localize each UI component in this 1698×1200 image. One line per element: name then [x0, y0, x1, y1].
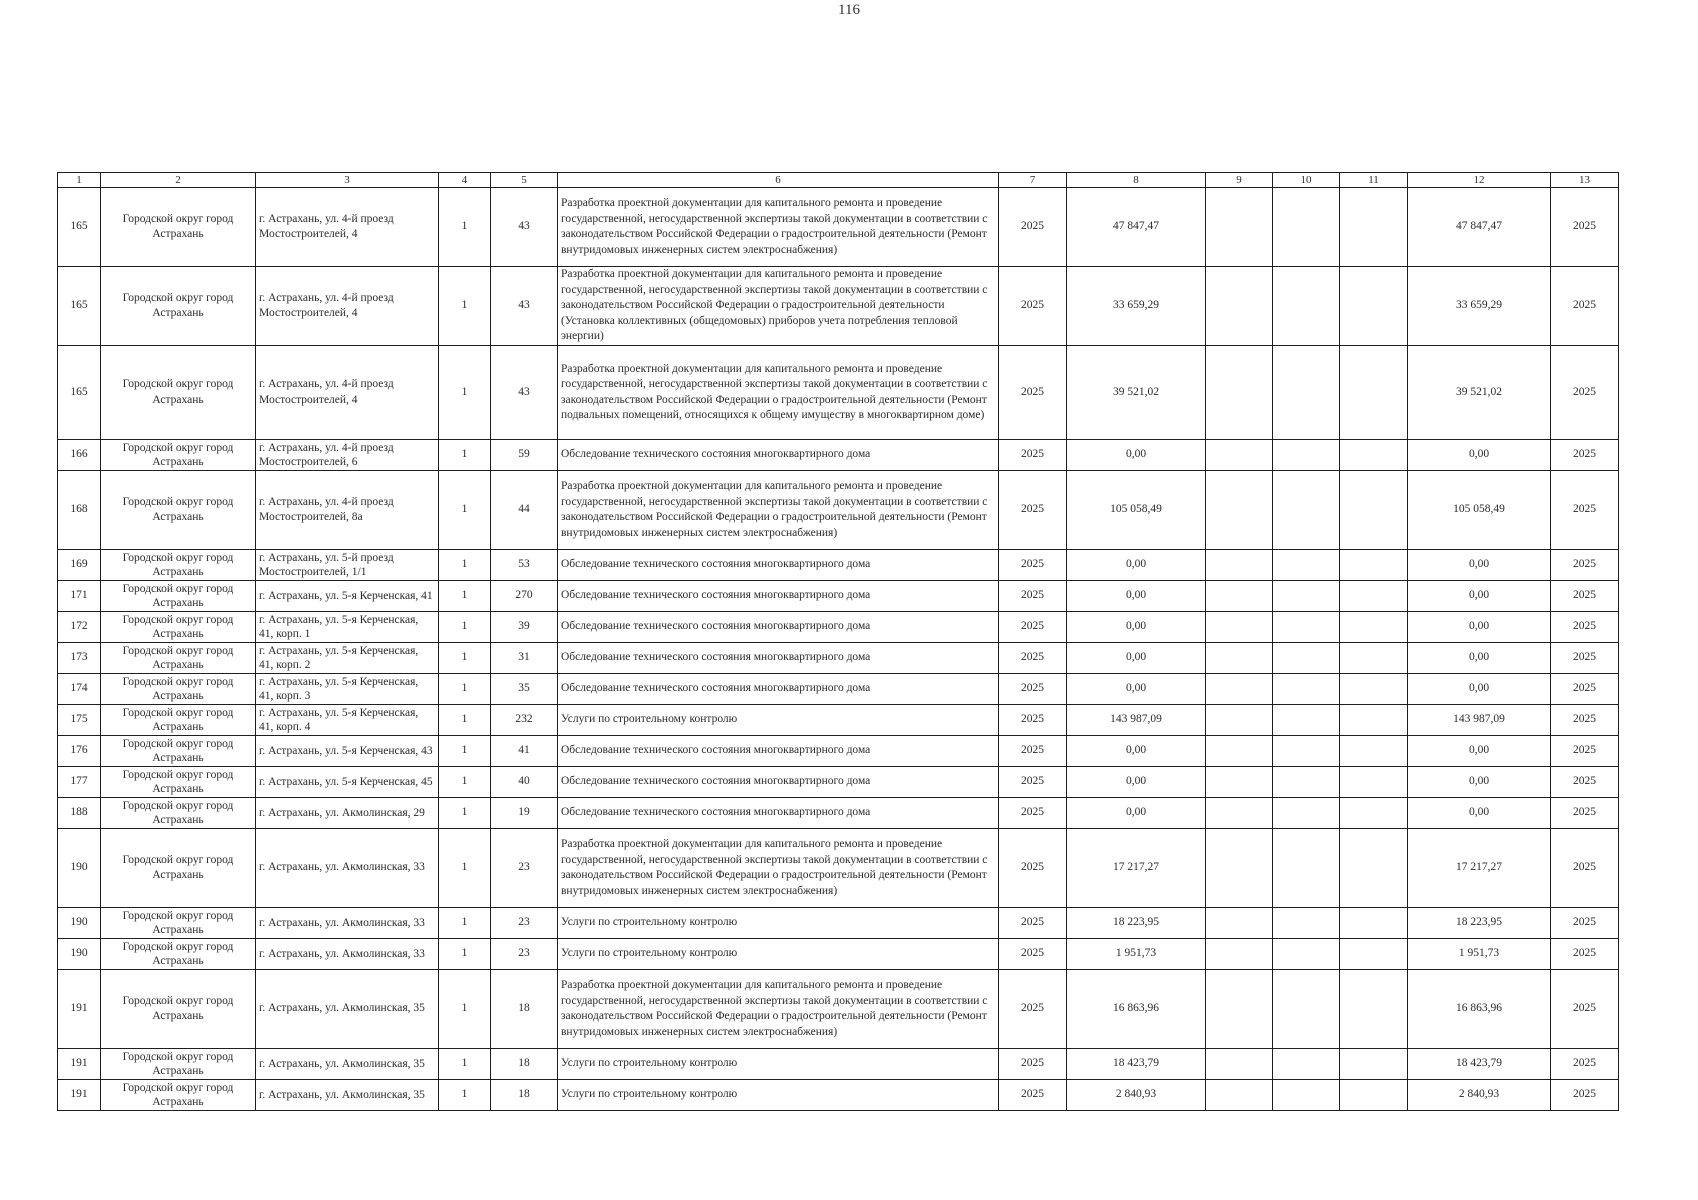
- total-cell: 18 423,79: [1408, 1049, 1551, 1080]
- address-cell: г. Астрахань, ул. 5-я Керченская, 43: [256, 736, 439, 767]
- end-year-cell: 2025: [1551, 705, 1619, 736]
- table-row: [58, 939, 1619, 970]
- amount-cell: 17 217,27: [1067, 829, 1206, 908]
- col4-cell: 1: [439, 970, 491, 1049]
- address-cell: г. Астрахань, ул. Акмолинская, 33: [256, 939, 439, 970]
- col4-cell: 1: [439, 346, 491, 440]
- end-year-cell: 2025: [1551, 908, 1619, 939]
- address-cell: г. Астрахань, ул. 4-й проезд Мостостроителей, 8а: [256, 471, 439, 550]
- col9-cell: [1206, 908, 1273, 939]
- col5-cell: 23: [491, 829, 558, 908]
- col5-cell: 23: [491, 939, 558, 970]
- amount-cell: 0,00: [1067, 440, 1206, 471]
- total-cell: 0,00: [1408, 440, 1551, 471]
- column-header: 13: [1551, 173, 1619, 188]
- col5-cell: 23: [491, 908, 558, 939]
- col4-cell: 1: [439, 705, 491, 736]
- col5-cell: 232: [491, 705, 558, 736]
- column-header: 10: [1273, 173, 1340, 188]
- col10-cell: [1273, 829, 1340, 908]
- year-cell: 2025: [999, 767, 1067, 798]
- amount-cell: 2 840,93: [1067, 1080, 1206, 1111]
- work-type-cell: Услуги по строительному контролю: [558, 1080, 999, 1111]
- col4-cell: 1: [439, 908, 491, 939]
- col11-cell: [1340, 939, 1408, 970]
- total-cell: 1 951,73: [1408, 939, 1551, 970]
- municipality-cell: Городской округ город Астрахань: [101, 1049, 256, 1080]
- year-cell: 2025: [999, 346, 1067, 440]
- row-number: 175: [58, 705, 101, 736]
- col10-cell: [1273, 1080, 1340, 1111]
- work-type-cell: Обследование технического состояния многоквартирного дома: [558, 643, 999, 674]
- total-cell: 33 659,29: [1408, 267, 1551, 346]
- col4-cell: 1: [439, 550, 491, 581]
- col9-cell: [1206, 581, 1273, 612]
- col11-cell: [1340, 440, 1408, 471]
- col10-cell: [1273, 908, 1340, 939]
- total-cell: 16 863,96: [1408, 970, 1551, 1049]
- municipality-cell: Городской округ город Астрахань: [101, 674, 256, 705]
- work-type-cell: Обследование технического состояния многоквартирного дома: [558, 581, 999, 612]
- row-number: 176: [58, 736, 101, 767]
- col10-cell: [1273, 1049, 1340, 1080]
- work-type-cell: Разработка проектной документации для капитального ремонта и проведение государственной, негосударственной экспертизы такой документации в соответствии с законодательством Российской Федерации о градостроительной деятельности (Ремонт внутридомовых инженерных систем электроснабжения): [558, 970, 999, 1049]
- col11-cell: [1340, 267, 1408, 346]
- work-type-cell: Разработка проектной документации для капитального ремонта и проведение государственной, негосударственной экспертизы такой документации в соответствии с законодательством Российской Федерации о градостроительной деятельности (Ремонт внутридомовых инженерных систем электроснабжения): [558, 829, 999, 908]
- col11-cell: [1340, 471, 1408, 550]
- work-type-cell: Услуги по строительному контролю: [558, 705, 999, 736]
- table-row: [58, 1049, 1619, 1080]
- row-number: 177: [58, 767, 101, 798]
- col10-cell: [1273, 798, 1340, 829]
- municipality-cell: Городской округ город Астрахань: [101, 471, 256, 550]
- column-header: 9: [1206, 173, 1273, 188]
- end-year-cell: 2025: [1551, 440, 1619, 471]
- total-cell: 2 840,93: [1408, 1080, 1551, 1111]
- address-cell: г. Астрахань, ул. 5-я Керченская, 41, корп. 2: [256, 643, 439, 674]
- col4-cell: 1: [439, 829, 491, 908]
- end-year-cell: 2025: [1551, 188, 1619, 267]
- row-number: 166: [58, 440, 101, 471]
- col10-cell: [1273, 705, 1340, 736]
- col9-cell: [1206, 188, 1273, 267]
- address-cell: г. Астрахань, ул. Акмолинская, 29: [256, 798, 439, 829]
- table-row: [58, 440, 1619, 471]
- end-year-cell: 2025: [1551, 674, 1619, 705]
- amount-cell: 0,00: [1067, 798, 1206, 829]
- total-cell: 0,00: [1408, 674, 1551, 705]
- col4-cell: 1: [439, 440, 491, 471]
- row-number: 191: [58, 1080, 101, 1111]
- col10-cell: [1273, 939, 1340, 970]
- total-cell: 0,00: [1408, 767, 1551, 798]
- municipality-cell: Городской округ город Астрахань: [101, 267, 256, 346]
- col11-cell: [1340, 736, 1408, 767]
- municipality-cell: Городской округ город Астрахань: [101, 798, 256, 829]
- col10-cell: [1273, 970, 1340, 1049]
- total-cell: 143 987,09: [1408, 705, 1551, 736]
- column-header: 1: [58, 173, 101, 188]
- col5-cell: 43: [491, 188, 558, 267]
- column-header: 8: [1067, 173, 1206, 188]
- amount-cell: 105 058,49: [1067, 471, 1206, 550]
- col4-cell: 1: [439, 643, 491, 674]
- year-cell: 2025: [999, 550, 1067, 581]
- col9-cell: [1206, 798, 1273, 829]
- col5-cell: 59: [491, 440, 558, 471]
- table-row: [58, 829, 1619, 908]
- year-cell: 2025: [999, 188, 1067, 267]
- column-header: 3: [256, 173, 439, 188]
- work-type-cell: Разработка проектной документации для капитального ремонта и проведение государственной, негосударственной экспертизы такой документации в соответствии с законодательством Российской Федерации о градостроительной деятельности (Установка коллективных (общедомовых) приборов учета потребления тепловой энергии): [558, 267, 999, 346]
- table-row: [58, 908, 1619, 939]
- end-year-cell: 2025: [1551, 1080, 1619, 1111]
- col4-cell: 1: [439, 767, 491, 798]
- amount-cell: 0,00: [1067, 736, 1206, 767]
- amount-cell: 47 847,47: [1067, 188, 1206, 267]
- col4-cell: 1: [439, 939, 491, 970]
- municipality-cell: Городской округ город Астрахань: [101, 1080, 256, 1111]
- column-header: 4: [439, 173, 491, 188]
- year-cell: 2025: [999, 471, 1067, 550]
- col5-cell: 44: [491, 471, 558, 550]
- work-type-cell: Услуги по строительному контролю: [558, 1049, 999, 1080]
- work-type-cell: Услуги по строительному контролю: [558, 939, 999, 970]
- col5-cell: 35: [491, 674, 558, 705]
- municipality-cell: Городской округ город Астрахань: [101, 581, 256, 612]
- address-cell: г. Астрахань, ул. 5-я Керченская, 41, корп. 3: [256, 674, 439, 705]
- col9-cell: [1206, 939, 1273, 970]
- col9-cell: [1206, 1049, 1273, 1080]
- col4-cell: 1: [439, 798, 491, 829]
- end-year-cell: 2025: [1551, 643, 1619, 674]
- col11-cell: [1340, 550, 1408, 581]
- address-cell: г. Астрахань, ул. 5-я Керченская, 41, корп. 4: [256, 705, 439, 736]
- end-year-cell: 2025: [1551, 581, 1619, 612]
- col5-cell: 40: [491, 767, 558, 798]
- municipality-cell: Городской округ город Астрахань: [101, 346, 256, 440]
- year-cell: 2025: [999, 939, 1067, 970]
- year-cell: 2025: [999, 1080, 1067, 1111]
- year-cell: 2025: [999, 581, 1067, 612]
- year-cell: 2025: [999, 908, 1067, 939]
- col10-cell: [1273, 471, 1340, 550]
- table-row: [58, 471, 1619, 550]
- address-cell: г. Астрахань, ул. 5-я Керченская, 45: [256, 767, 439, 798]
- row-number: 171: [58, 581, 101, 612]
- total-cell: 39 521,02: [1408, 346, 1551, 440]
- amount-cell: 1 951,73: [1067, 939, 1206, 970]
- col4-cell: 1: [439, 674, 491, 705]
- col5-cell: 19: [491, 798, 558, 829]
- table-row: [58, 550, 1619, 581]
- col4-cell: 1: [439, 188, 491, 267]
- col11-cell: [1340, 188, 1408, 267]
- work-type-cell: Обследование технического состояния многоквартирного дома: [558, 736, 999, 767]
- table-row: [58, 674, 1619, 705]
- amount-cell: 0,00: [1067, 767, 1206, 798]
- column-header: 5: [491, 173, 558, 188]
- col11-cell: [1340, 767, 1408, 798]
- col11-cell: [1340, 829, 1408, 908]
- col9-cell: [1206, 550, 1273, 581]
- col10-cell: [1273, 612, 1340, 643]
- table-row: [58, 643, 1619, 674]
- municipality-cell: Городской округ город Астрахань: [101, 939, 256, 970]
- year-cell: 2025: [999, 674, 1067, 705]
- address-cell: г. Астрахань, ул. 4-й проезд Мостостроителей, 4: [256, 267, 439, 346]
- year-cell: 2025: [999, 440, 1067, 471]
- address-cell: г. Астрахань, ул. Акмолинская, 35: [256, 1080, 439, 1111]
- column-header: 6: [558, 173, 999, 188]
- end-year-cell: 2025: [1551, 612, 1619, 643]
- column-header: 7: [999, 173, 1067, 188]
- table-row: [58, 188, 1619, 267]
- table-row: [58, 970, 1619, 1049]
- col10-cell: [1273, 643, 1340, 674]
- address-cell: г. Астрахань, ул. 5-я Керченская, 41, корп. 1: [256, 612, 439, 643]
- end-year-cell: 2025: [1551, 550, 1619, 581]
- table-row: [58, 736, 1619, 767]
- amount-cell: 16 863,96: [1067, 970, 1206, 1049]
- row-number: 169: [58, 550, 101, 581]
- total-cell: 0,00: [1408, 612, 1551, 643]
- municipality-cell: Городской округ город Астрахань: [101, 970, 256, 1049]
- year-cell: 2025: [999, 705, 1067, 736]
- col11-cell: [1340, 970, 1408, 1049]
- col11-cell: [1340, 908, 1408, 939]
- amount-cell: 143 987,09: [1067, 705, 1206, 736]
- amount-cell: 0,00: [1067, 674, 1206, 705]
- table-row: [58, 267, 1619, 346]
- table-row: [58, 612, 1619, 643]
- row-number: 174: [58, 674, 101, 705]
- col5-cell: 39: [491, 612, 558, 643]
- col4-cell: 1: [439, 1080, 491, 1111]
- row-number: 190: [58, 829, 101, 908]
- row-number: 172: [58, 612, 101, 643]
- col10-cell: [1273, 581, 1340, 612]
- total-cell: 0,00: [1408, 798, 1551, 829]
- work-type-cell: Разработка проектной документации для капитального ремонта и проведение государственной, негосударственной экспертизы такой документации в соответствии с законодательством Российской Федерации о градостроительной деятельности (Ремонт внутридомовых инженерных систем электроснабжения): [558, 471, 999, 550]
- amount-cell: 18 423,79: [1067, 1049, 1206, 1080]
- row-number: 191: [58, 970, 101, 1049]
- col10-cell: [1273, 267, 1340, 346]
- col10-cell: [1273, 346, 1340, 440]
- total-cell: 17 217,27: [1408, 829, 1551, 908]
- total-cell: 0,00: [1408, 581, 1551, 612]
- col10-cell: [1273, 736, 1340, 767]
- row-number: 173: [58, 643, 101, 674]
- work-type-cell: Обследование технического состояния многоквартирного дома: [558, 674, 999, 705]
- end-year-cell: 2025: [1551, 767, 1619, 798]
- col9-cell: [1206, 612, 1273, 643]
- col10-cell: [1273, 550, 1340, 581]
- year-cell: 2025: [999, 970, 1067, 1049]
- col5-cell: 53: [491, 550, 558, 581]
- col9-cell: [1206, 970, 1273, 1049]
- amount-cell: 0,00: [1067, 612, 1206, 643]
- end-year-cell: 2025: [1551, 798, 1619, 829]
- municipality-cell: Городской округ город Астрахань: [101, 643, 256, 674]
- col5-cell: 43: [491, 267, 558, 346]
- data-table: [57, 172, 1619, 1111]
- col9-cell: [1206, 829, 1273, 908]
- municipality-cell: Городской округ город Астрахань: [101, 705, 256, 736]
- col5-cell: 41: [491, 736, 558, 767]
- row-number: 191: [58, 1049, 101, 1080]
- col9-cell: [1206, 767, 1273, 798]
- address-cell: г. Астрахань, ул. Акмолинская, 33: [256, 908, 439, 939]
- col9-cell: [1206, 1080, 1273, 1111]
- municipality-cell: Городской округ город Астрахань: [101, 550, 256, 581]
- row-number: 190: [58, 939, 101, 970]
- address-cell: г. Астрахань, ул. 4-й проезд Мостостроителей, 4: [256, 188, 439, 267]
- row-number: 188: [58, 798, 101, 829]
- total-cell: 105 058,49: [1408, 471, 1551, 550]
- municipality-cell: Городской округ город Астрахань: [101, 440, 256, 471]
- col4-cell: 1: [439, 471, 491, 550]
- work-type-cell: Услуги по строительному контролю: [558, 908, 999, 939]
- work-type-cell: Разработка проектной документации для капитального ремонта и проведение государственной, негосударственной экспертизы такой документации в соответствии с законодательством Российской Федерации о градостроительной деятельности (Ремонт внутридомовых инженерных систем электроснабжения): [558, 188, 999, 267]
- table-row: [58, 581, 1619, 612]
- work-type-cell: Обследование технического состояния многоквартирного дома: [558, 440, 999, 471]
- row-number: 168: [58, 471, 101, 550]
- address-cell: г. Астрахань, ул. Акмолинская, 35: [256, 970, 439, 1049]
- column-header: 2: [101, 173, 256, 188]
- col11-cell: [1340, 643, 1408, 674]
- address-cell: г. Астрахань, ул. 5-я Керченская, 41: [256, 581, 439, 612]
- col9-cell: [1206, 674, 1273, 705]
- amount-cell: 0,00: [1067, 581, 1206, 612]
- address-cell: г. Астрахань, ул. 5-й проезд Мостостроителей, 1/1: [256, 550, 439, 581]
- col4-cell: 1: [439, 581, 491, 612]
- work-type-cell: Разработка проектной документации для капитального ремонта и проведение государственной, негосударственной экспертизы такой документации в соответствии с законодательством Российской Федерации о градостроительной деятельности (Ремонт подвальных помещений, относящихся к общему имуществу в многоквартирном доме): [558, 346, 999, 440]
- table-header-row: [58, 173, 1619, 188]
- col5-cell: 18: [491, 1049, 558, 1080]
- col9-cell: [1206, 643, 1273, 674]
- end-year-cell: 2025: [1551, 939, 1619, 970]
- total-cell: 47 847,47: [1408, 188, 1551, 267]
- col9-cell: [1206, 440, 1273, 471]
- amount-cell: 33 659,29: [1067, 267, 1206, 346]
- amount-cell: 0,00: [1067, 643, 1206, 674]
- work-type-cell: Обследование технического состояния многоквартирного дома: [558, 767, 999, 798]
- col11-cell: [1340, 1080, 1408, 1111]
- col11-cell: [1340, 674, 1408, 705]
- amount-cell: 0,00: [1067, 550, 1206, 581]
- table-row: [58, 705, 1619, 736]
- col10-cell: [1273, 674, 1340, 705]
- year-cell: 2025: [999, 829, 1067, 908]
- end-year-cell: 2025: [1551, 346, 1619, 440]
- column-header: 11: [1340, 173, 1408, 188]
- amount-cell: 18 223,95: [1067, 908, 1206, 939]
- row-number: 165: [58, 188, 101, 267]
- municipality-cell: Городской округ город Астрахань: [101, 188, 256, 267]
- col5-cell: 31: [491, 643, 558, 674]
- total-cell: 0,00: [1408, 643, 1551, 674]
- address-cell: г. Астрахань, ул. 4-й проезд Мостостроителей, 6: [256, 440, 439, 471]
- col11-cell: [1340, 581, 1408, 612]
- table-row: [58, 798, 1619, 829]
- col5-cell: 270: [491, 581, 558, 612]
- col11-cell: [1340, 346, 1408, 440]
- column-header: 12: [1408, 173, 1551, 188]
- col11-cell: [1340, 798, 1408, 829]
- col9-cell: [1206, 705, 1273, 736]
- work-type-cell: Обследование технического состояния многоквартирного дома: [558, 550, 999, 581]
- municipality-cell: Городской округ город Астрахань: [101, 908, 256, 939]
- end-year-cell: 2025: [1551, 970, 1619, 1049]
- col9-cell: [1206, 267, 1273, 346]
- year-cell: 2025: [999, 1049, 1067, 1080]
- col4-cell: 1: [439, 1049, 491, 1080]
- year-cell: 2025: [999, 612, 1067, 643]
- col5-cell: 18: [491, 970, 558, 1049]
- year-cell: 2025: [999, 267, 1067, 346]
- end-year-cell: 2025: [1551, 267, 1619, 346]
- col9-cell: [1206, 346, 1273, 440]
- col9-cell: [1206, 471, 1273, 550]
- municipality-cell: Городской округ город Астрахань: [101, 829, 256, 908]
- end-year-cell: 2025: [1551, 471, 1619, 550]
- col10-cell: [1273, 188, 1340, 267]
- col10-cell: [1273, 440, 1340, 471]
- table-row: [58, 767, 1619, 798]
- total-cell: 0,00: [1408, 736, 1551, 767]
- end-year-cell: 2025: [1551, 736, 1619, 767]
- municipality-cell: Городской округ город Астрахань: [101, 612, 256, 643]
- col9-cell: [1206, 736, 1273, 767]
- total-cell: 0,00: [1408, 550, 1551, 581]
- work-type-cell: Обследование технического состояния многоквартирного дома: [558, 612, 999, 643]
- col5-cell: 18: [491, 1080, 558, 1111]
- end-year-cell: 2025: [1551, 1049, 1619, 1080]
- col10-cell: [1273, 767, 1340, 798]
- row-number: 165: [58, 267, 101, 346]
- address-cell: г. Астрахань, ул. 4-й проезд Мостостроителей, 4: [256, 346, 439, 440]
- table-row: [58, 346, 1619, 440]
- amount-cell: 39 521,02: [1067, 346, 1206, 440]
- address-cell: г. Астрахань, ул. Акмолинская, 33: [256, 829, 439, 908]
- municipality-cell: Городской округ город Астрахань: [101, 736, 256, 767]
- address-cell: г. Астрахань, ул. Акмолинская, 35: [256, 1049, 439, 1080]
- year-cell: 2025: [999, 643, 1067, 674]
- col11-cell: [1340, 1049, 1408, 1080]
- table-row: [58, 1080, 1619, 1111]
- col4-cell: 1: [439, 612, 491, 643]
- col11-cell: [1340, 705, 1408, 736]
- year-cell: 2025: [999, 798, 1067, 829]
- col4-cell: 1: [439, 267, 491, 346]
- year-cell: 2025: [999, 736, 1067, 767]
- municipality-cell: Городской округ город Астрахань: [101, 767, 256, 798]
- work-type-cell: Обследование технического состояния многоквартирного дома: [558, 798, 999, 829]
- col11-cell: [1340, 612, 1408, 643]
- total-cell: 18 223,95: [1408, 908, 1551, 939]
- page-number: 116: [838, 2, 860, 18]
- row-number: 165: [58, 346, 101, 440]
- col5-cell: 43: [491, 346, 558, 440]
- col4-cell: 1: [439, 736, 491, 767]
- end-year-cell: 2025: [1551, 829, 1619, 908]
- row-number: 190: [58, 908, 101, 939]
